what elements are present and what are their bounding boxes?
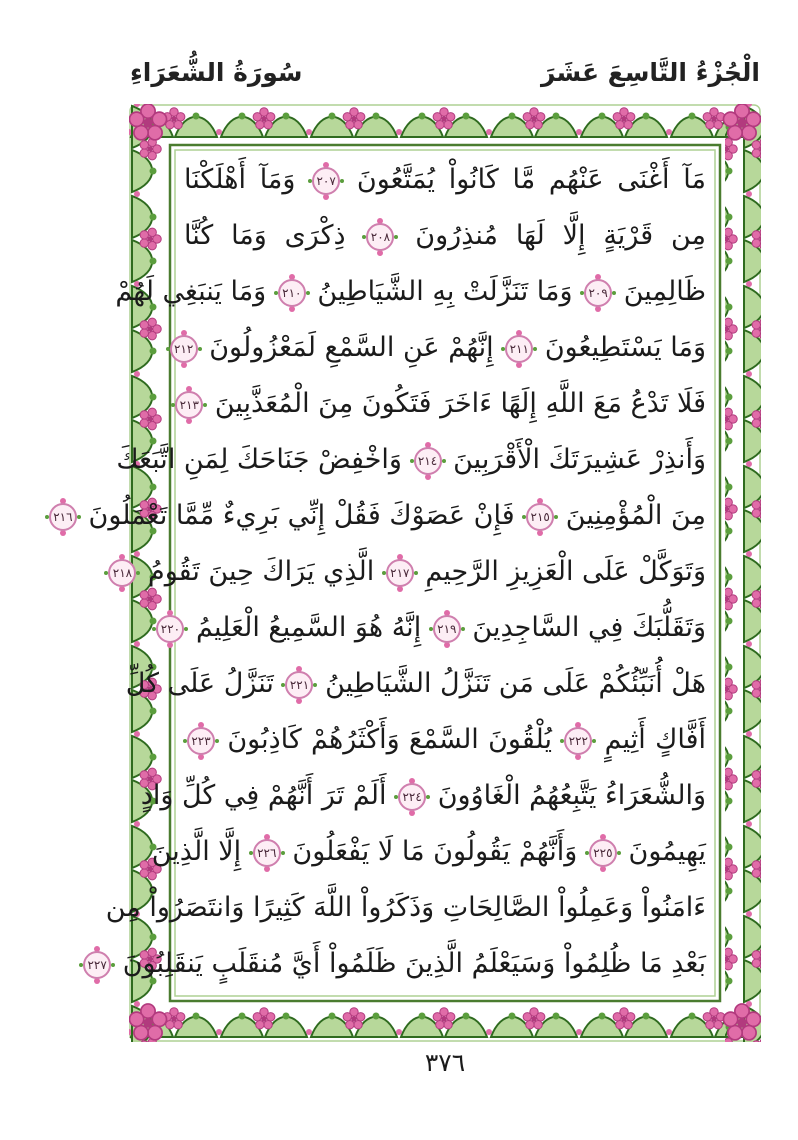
- quran-line: [160, 600, 706, 656]
- ayah-text: وَأَنَّهُمْ يَقُولُونَ مَا لَا يَفْعَلُونَ: [292, 836, 578, 867]
- ayah-number-marker: ٢٢٠: [156, 615, 184, 643]
- ayah-number-marker: ٢٢٦: [253, 839, 281, 867]
- ayah-text: أَفَّاكٍ أَثِيمٍ: [604, 724, 706, 755]
- ayah-text: وَمَا تَنَزَّلَتْ بِهِ الشَّيَاطِينُ: [317, 276, 573, 307]
- ayah-number-marker: ٢١٧: [386, 559, 414, 587]
- quran-text-block: [53, 152, 706, 994]
- ayah-number-marker: ٢٢٥: [589, 839, 617, 867]
- page-number: ٣٧٦: [424, 1048, 466, 1077]
- quran-line: [179, 376, 706, 432]
- ayah-text: وَأَنذِرْ عَشِيرَتَكَ الْأَقْرَبِينَ: [453, 444, 706, 475]
- ayah-number-marker: ٢٠٨: [366, 223, 394, 251]
- ayah-number-marker: ٢٠٩: [584, 279, 612, 307]
- ayah-text: فَلَا تَدْعُ مَعَ اللَّهِ إِلَهًا ءَاخَرَ فَتَكُونَ مِنَ الْمُعَذَّبِينَ: [214, 388, 706, 419]
- quran-line: [125, 656, 706, 712]
- ayah-text: وَمَآ أَهْلَكْنَا: [184, 164, 296, 195]
- quran-line: [140, 768, 706, 824]
- ayah-text: تَنَزَّلُ عَلَى كُلِّ: [125, 668, 274, 699]
- ayah-text: وَمَا يَسْتَطِيعُونَ: [544, 332, 706, 363]
- ayah-number-marker: ٢١٦: [49, 503, 77, 531]
- ayah-number-marker: ٢١٢: [170, 335, 198, 363]
- quran-line: [184, 152, 706, 208]
- quran-line: [87, 936, 706, 992]
- ayah-number-marker: ٢١٥: [526, 503, 554, 531]
- ayah-number-marker: ٢١٤: [414, 447, 442, 475]
- ayah-number-marker: ٢٢٧: [83, 951, 111, 979]
- ayah-text: مَآ أَغْنَى عَنْهُم مَّا كَانُواْ يُمَتَّعُونَ: [356, 164, 706, 195]
- quran-line: [184, 712, 706, 768]
- quran-line: [105, 880, 706, 936]
- surah-title: سُورَةُ الشُّعَرَاءِ: [130, 57, 303, 87]
- ayah-number-marker: ٢٢١: [285, 671, 313, 699]
- quran-line: [112, 544, 706, 600]
- ayah-text: بَعْدِ مَا ظُلِمُواْ وَسَيَعْلَمُ الَّذِينَ ظَلَمُواْ أَيَّ مُنقَلَبٍ يَنقَلِبُونَ: [122, 948, 706, 979]
- ayah-number-marker: ٢١٣: [175, 391, 203, 419]
- quran-line: [115, 264, 706, 320]
- ayah-text: إِنَّهُ هُوَ السَّمِيعُ الْعَلِيمُ: [196, 612, 422, 643]
- ayah-text: إِنَّهُمْ عَنِ السَّمْعِ لَمَعْزُولُونَ: [209, 332, 494, 363]
- ayah-text: وَتَوَكَّلْ عَلَى الْعَزِيزِ الرَّحِيمِ: [425, 556, 706, 587]
- quran-line: [53, 488, 706, 544]
- ayah-text: هَلْ أُنَبِّئُكُمْ عَلَى مَن تَنَزَّلُ الشَّيَاطِينُ: [325, 668, 706, 699]
- ayah-text: يُلْقُونَ السَّمْعَ وَأَكْثَرُهُمْ كَاذِبُونَ: [227, 724, 552, 755]
- ayah-text: إِلَّا الَّذِينَ: [151, 836, 242, 867]
- ayah-number-marker: ٢٢٢: [564, 727, 592, 755]
- ayah-text: الَّذِي يَرَاكَ حِينَ تَقُومُ: [148, 556, 375, 587]
- ayah-number-marker: ٢١١: [505, 335, 533, 363]
- ayah-text: وَتَقَلُّبَكَ فِي السَّاجِدِينَ: [472, 612, 706, 643]
- page-header: [130, 50, 760, 94]
- ayah-number-marker: ٢٢٣: [187, 727, 215, 755]
- quran-line: [151, 824, 706, 880]
- quran-line: [116, 432, 706, 488]
- ayah-text: فَإِنْ عَصَوْكَ فَقُلْ إِنِّي بَرِيءٌ مِّمَّا تَعْمَلُونَ: [88, 500, 515, 531]
- ayah-number-marker: ٢١٩: [433, 615, 461, 643]
- ayah-number-marker: ٢٠٧: [312, 167, 340, 195]
- ayah-text: ذِكْرَى وَمَا كُنَّا: [184, 220, 346, 251]
- ayah-text: مِنَ الْمُؤْمِنِينَ: [565, 500, 706, 531]
- ayah-text: وَمَا يَنبَغِي لَهُمْ: [115, 276, 267, 307]
- ayah-number-marker: ٢١٨: [108, 559, 136, 587]
- ayah-number-marker: ٢٢٤: [398, 783, 426, 811]
- ayah-text: وَالشُّعَرَاءُ يَتَّبِعُهُمُ الْغَاوُونَ: [437, 780, 706, 811]
- ayah-text: ظَالِمِينَ: [623, 276, 706, 307]
- ayah-text: ءَامَنُواْ وَعَمِلُواْ الصَّالِحَاتِ وَذَكَرُواْ اللَّهَ كَثِيرًا وَانتَصَرُواْ مِن: [105, 892, 706, 923]
- juz-title: الْجُزْءُ التَّاسِعَ عَشَرَ: [541, 57, 760, 87]
- ayah-text: مِن قَرْيَةٍ إِلَّا لَهَا مُنذِرُونَ: [415, 220, 706, 251]
- ayah-text: أَلَمْ تَرَ أَنَّهُمْ فِي كُلِّ وَادٍ: [140, 780, 387, 811]
- quran-line: [173, 320, 706, 376]
- ayah-number-marker: ٢١٠: [278, 279, 306, 307]
- ayah-text: يَهِيمُونَ: [628, 836, 706, 867]
- quran-line: [184, 208, 706, 264]
- ayah-text: وَاخْفِضْ جَنَاحَكَ لِمَنِ اتَّبَعَكَ: [116, 444, 402, 475]
